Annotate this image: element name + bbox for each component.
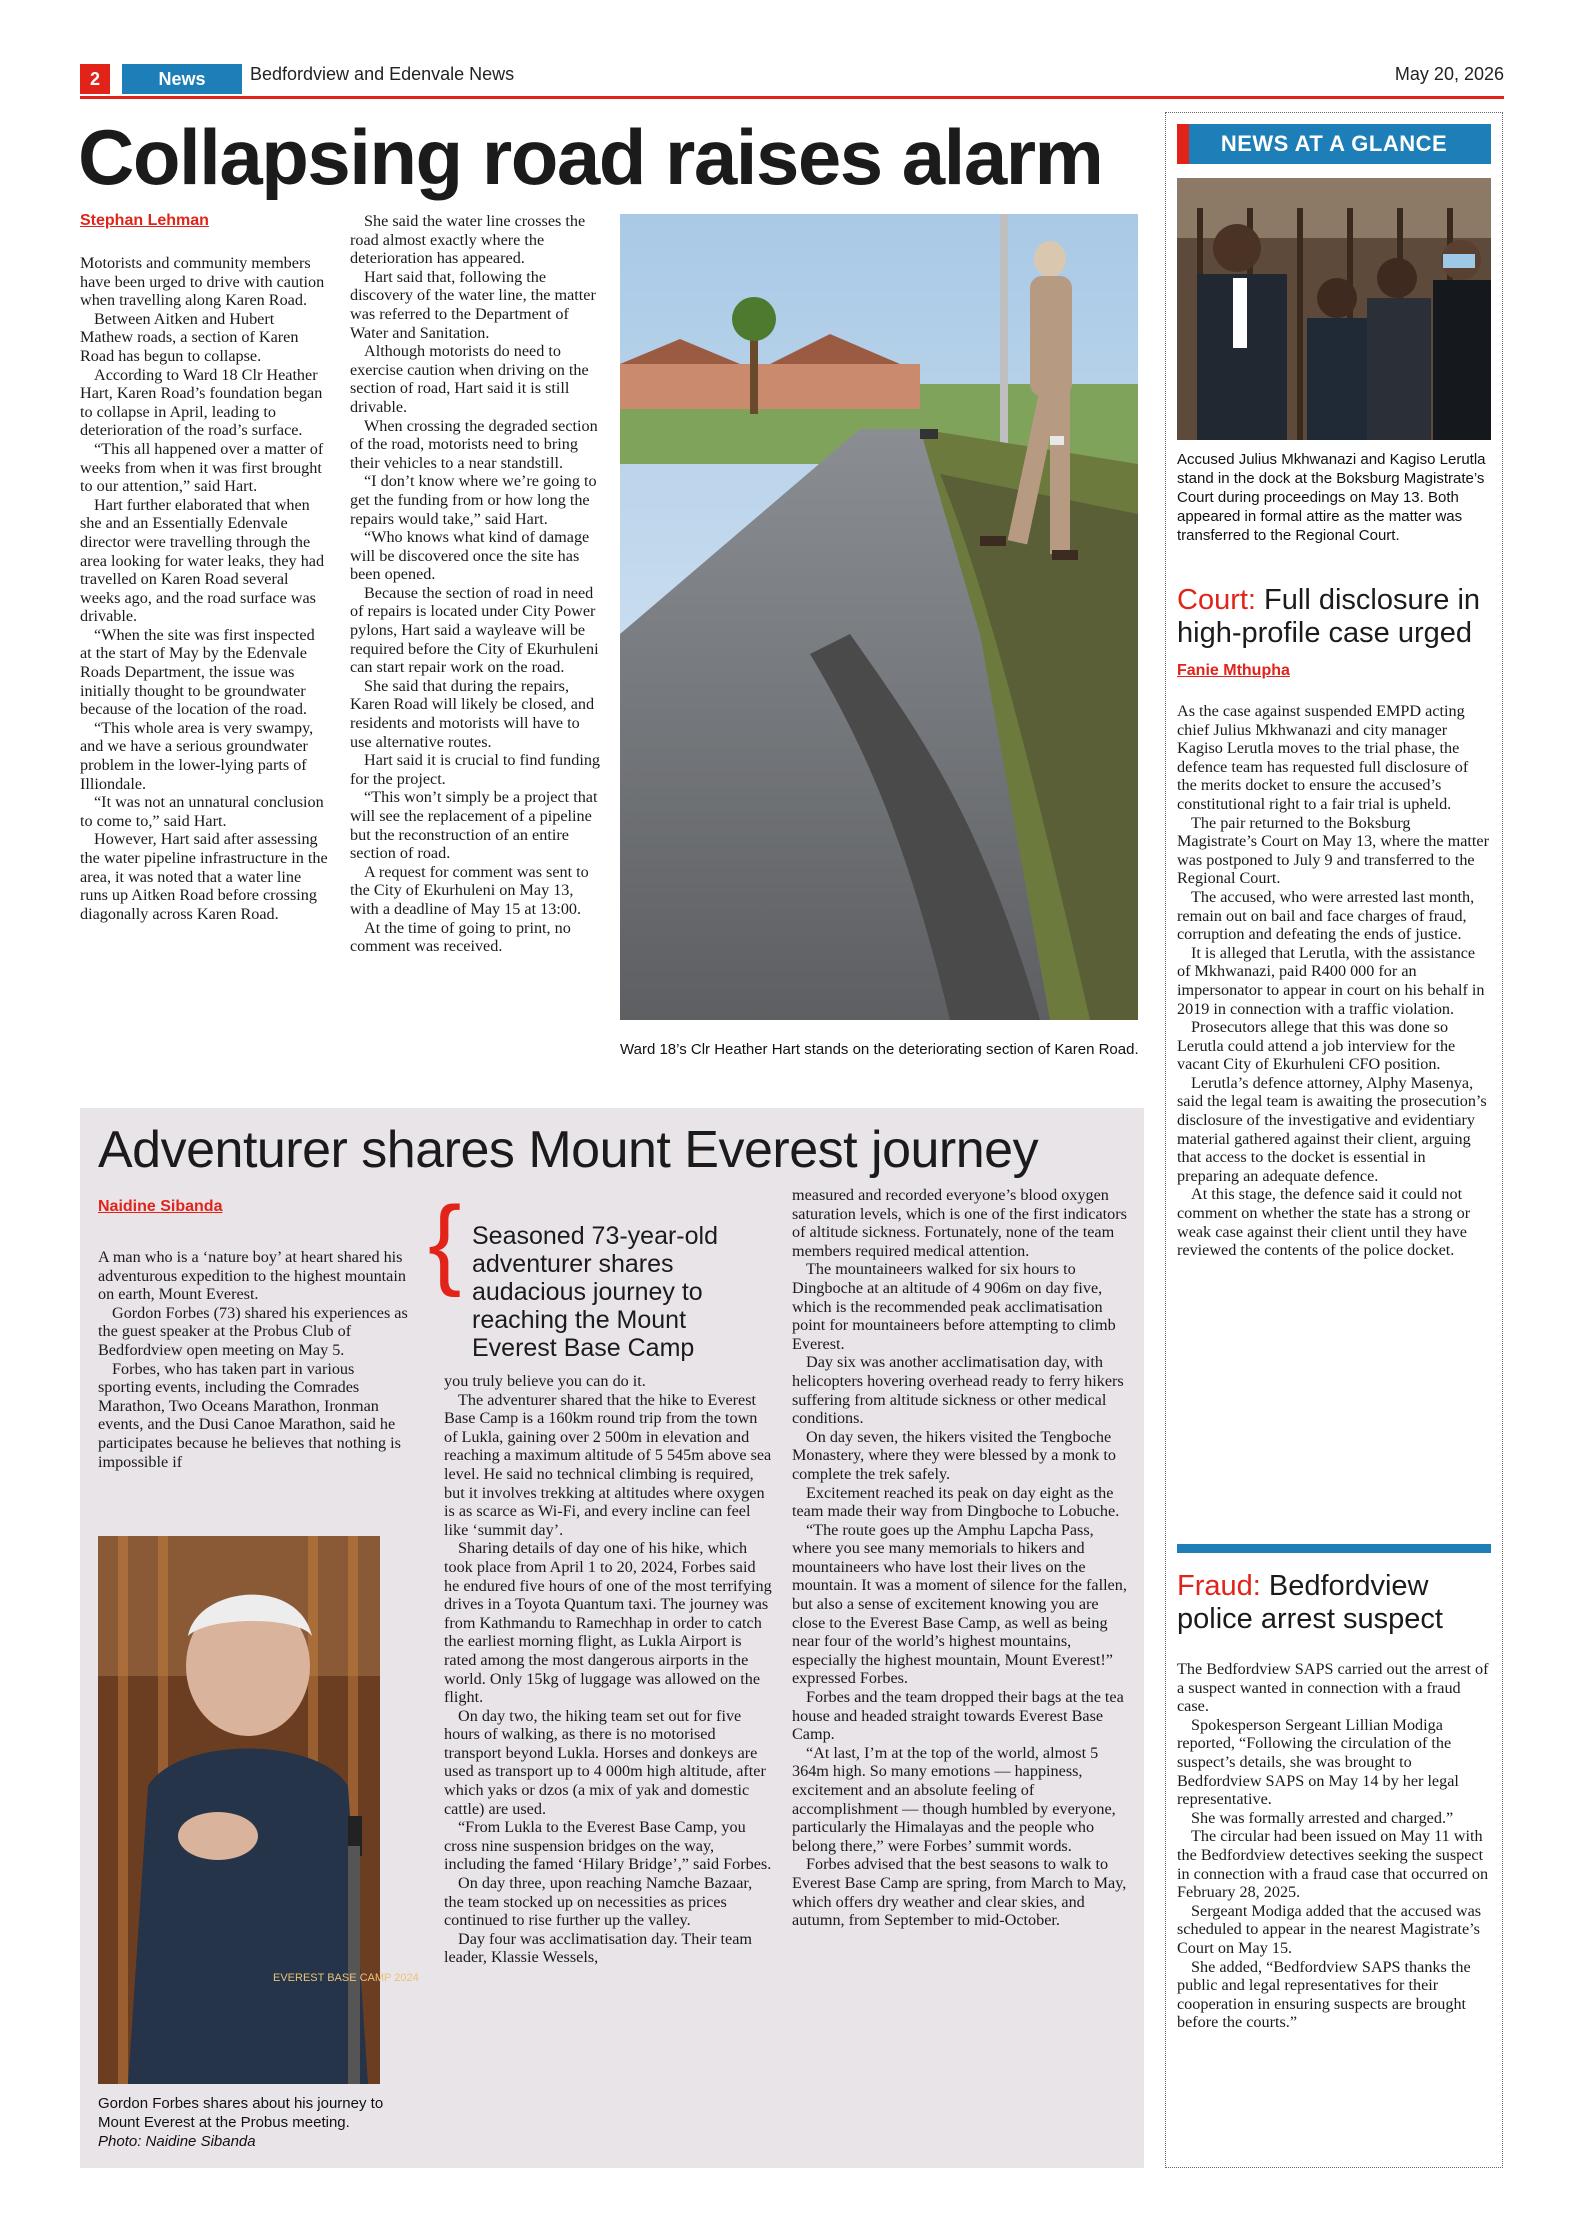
paragraph: The adventurer shared that the hike to Everest Base Camp is a 160km round trip from the town of Lukla, gaining over 2 500m in elevation and reaching a maximum altitude of 5 545m above sea level. He said no technical climbing is required, but it involves trekking at altitudes where oxygen is as scarce as Wi-Fi, and every incline can feel like ‘summit day’. <box>444 1390 772 1539</box>
main-story-column-1 <box>80 254 330 923</box>
feature-byline[interactable]: Naidine Sibanda <box>98 1198 223 1215</box>
paragraph: “From Lukla to the Everest Base Camp, you cross nine suspension bridges on the way, including the famed ‘Hilary Bridge’,” said Forbes. <box>444 1818 772 1874</box>
fraud-headline-text: Bedfordview police arrest suspect <box>1177 1570 1443 1635</box>
page-number: 2 <box>80 64 110 94</box>
pull-quote-brace: { <box>428 1186 462 1298</box>
paragraph: At this stage, the defence said it could not comment on whether the state has a strong or weak case against their client until they have reviewed the contents of the police docket. <box>1177 1185 1471 1260</box>
paragraph: “This all happened over a matter of weeks from when it was first brought to our attention,” said Hart. <box>80 439 324 496</box>
feature-column-3 <box>792 1186 1130 1930</box>
paragraph: She was formally arrested and charged.” <box>1191 1808 1454 1827</box>
section-label[interactable]: News <box>122 64 242 94</box>
paragraph: “Who knows what kind of damage will be discovered once the site has been opened. <box>350 528 590 584</box>
main-byline[interactable]: Stephan Lehman <box>80 212 209 229</box>
paragraph: Hart said that, following the discovery of the water line, the matter was referred to the Department of Water and Sanitation. <box>350 267 596 342</box>
paragraph: Forbes, who has taken part in various sporting events, including the Comrades Marathon, Two Oceans Marathon, Ironman events, and the Dusi Canoe Marathon, said he participates because he believes that nothing is impossible if <box>98 1359 401 1471</box>
paragraph: you truly believe you can do it. <box>444 1372 646 1390</box>
paragraph: “This won’t simply be a project that will see the replacement of a pipeline but the reconstruction of an entire section of road. <box>350 788 598 863</box>
paragraph: Although motorists do need to exercise caution when driving on the section of road, Hart said it is still drivable. <box>350 342 589 416</box>
speaker-caption-text: Gordon Forbes shares about his journey to Mount Everest at the Probus meeting. <box>98 2095 384 2131</box>
paragraph: The circular had been issued on May 11 with the Bedfordview detectives seeking the suspect in connection with a fraud case that occurred on February 28, 2025. <box>1177 1827 1489 1902</box>
court-photo-caption: Accused Julius Mkhwanazi and Kagiso Lerutla stand in the dock at the Boksburg Magistrate’s Court during proceedings on May 13. Both appeared in formal attire as the matter was transferred to the Regional Court. <box>1177 451 1486 544</box>
issue-date: May 20, 2026 <box>1394 64 1504 84</box>
fraud-kicker: Fraud: <box>1177 1570 1261 1602</box>
paragraph: Day four was acclimatisation day. Their team leader, Klassie Wessels, <box>444 1929 752 1967</box>
main-headline: Collapsing road raises alarm <box>78 113 1103 201</box>
paragraph: The Bedfordview SAPS carried out the arrest of a suspect wanted in connection with a fraud case. <box>1177 1660 1489 1716</box>
paragraph: She said the water line crosses the road almost exactly where the deterioration has appeared. <box>350 212 586 268</box>
paragraph: Hart said it is crucial to find funding for the project. <box>350 751 601 788</box>
paragraph: Sharing details of day one of his hike, which took place from April 1 to 20, 2024, Forbes said he endured five hours of one of the most terrifying drives in a Toyota Quantum taxi. The journey was from Kathmandu to Ramechhap in order to catch the earliest morning flight, as Lukla Airport is rated among the most dangerous airports in the world. Only 15kg of luggage was allowed on the flight. <box>444 1539 772 1707</box>
header-rule <box>80 96 1504 99</box>
feature-headline: Adventurer shares Mount Everest journey <box>98 1121 1039 1179</box>
paragraph: The mountaineers walked for six hours to Dingboche at an altitude of 4 906m on day five, which is the recommended peak acclimatisation point for mountaineers before attempting to climb Everest. <box>792 1260 1116 1353</box>
paragraph: A man who is a ‘nature boy’ at heart shared his adventurous expedition to the highest mountain on earth, Mount Everest. <box>98 1248 406 1304</box>
paragraph: “I don’t know where we’re going to get the funding from or how long the repairs would take,” said Hart. <box>350 472 597 528</box>
paragraph: Gordon Forbes (73) shared his experiences as the guest speaker at the Probus Club of Bedfordview open meeting on May 5. <box>98 1303 408 1359</box>
paragraph: When crossing the degraded section of the road, motorists need to bring their vehicles to a near standstill. <box>350 416 598 472</box>
title-accent <box>1177 124 1189 164</box>
court-kicker: Court: <box>1177 584 1256 616</box>
court-story-headline <box>1177 584 1493 650</box>
paragraph: On day two, the hiking team set out for five hours of walking, as there is no motorised transport beyond Lukla. Horses and donkeys are used as transport up to 4 000m high altitude, after which yaks or dzos (a mix of yak and domestic cattle) are used. <box>444 1706 766 1818</box>
paragraph: At the time of going to print, no comment was received. <box>350 918 571 956</box>
paragraph: A request for comment was sent to the City of Ekurhuleni on May 13, with a deadline of May 15 at 13:00. <box>350 862 589 918</box>
main-story-column-2 <box>350 212 600 956</box>
paragraph: Hart further elaborated that when she and an Essentially Edenvale director were travelling through the area looking for water leaks, they had travelled on Karen Road several weeks ago, and the road surface was drivable. <box>80 495 325 626</box>
road-photo-caption: Ward 18’s Clr Heather Hart stands on the deteriorating section of Karen Road. <box>620 1041 1139 1058</box>
paragraph: “It was not an unnatural conclusion to come to,” said Hart. <box>80 793 324 830</box>
paragraph: Motorists and community members have been urged to drive with caution when travelling along Karen Road. <box>80 254 325 310</box>
court-byline[interactable]: Fanie Mthupha <box>1177 662 1290 679</box>
speaker-photo-credit: Photo: Naidine Sibanda <box>98 2133 256 2150</box>
paragraph: Lerutla’s defence attorney, Alphy Masenya, said the legal team is awaiting the prosecution’s disclosure of the investigative and evidentiary material gathered against their client, arguing that access to the docket is essential in preparing an adequate defence. <box>1177 1073 1487 1185</box>
shirt-print: EVEREST BASE CAMP 2024 <box>273 1972 419 1984</box>
publication-name: Bedfordview and Edenvale News <box>250 64 515 84</box>
paragraph: Excitement reached its peak on day eight as the team made their way from Dingboche to Lobuche. <box>792 1483 1120 1521</box>
paragraph: She said that during the repairs, Karen Road will likely be closed, and residents and motorists will have to use alternative routes. <box>350 676 595 751</box>
paragraph: It is alleged that Lerutla, with the assistance of Mkhwanazi, paid R400 000 for an impersonator to appear in court on his behalf in 2019 in connection with a traffic violation. <box>1177 943 1485 1018</box>
paragraph: “At last, I’m at the top of the world, almost 5 364m high. So many emotions — happiness, excitement and an absolute feeling of accomplishment — though humbled by everyone, particularly the Himalayas and the people who belong there,” were Forbes’ summit words. <box>792 1743 1116 1855</box>
fraud-story-body <box>1177 1660 1491 2032</box>
paragraph: Prosecutors allege that this was done so Lerutla could attend a job interview for the vacant City of Ekurhuleni CFO position. <box>1177 1018 1456 1074</box>
speaker-photo <box>98 1536 419 2084</box>
paragraph: Because the section of road in need of repairs is located under City Power pylons, Hart said a wayleave will be required before the City of Ekurhuleni can start repair work on the road. <box>350 583 599 677</box>
court-headline-text: Full disclosure in high-profile case urged <box>1177 584 1481 649</box>
paragraph: As the case against suspended EMPD acting chief Julius Mkhwanazi and city manager Kagiso Lerutla moves to the trial phase, the defence team has requested full disclosure of the merits docket to ensure the accused’s constitutional right to a fair trial is upheld. <box>1177 702 1469 813</box>
paragraph: She added, “Bedfordview SAPS thanks the public and legal representatives for their cooperation in ensuring suspects are brought before the courts.” <box>1177 1957 1471 2032</box>
pull-quote: Seasoned 73-year-old adventurer shares audacious journey to reaching the Mount Everest Base Camp <box>472 1222 718 1362</box>
paragraph: Sergeant Modiga added that the accused was scheduled to appear in the nearest Magistrate’s Court on May 15. <box>1177 1901 1482 1957</box>
feature-column-2 <box>444 1372 774 1967</box>
paragraph: Forbes and the team dropped their bags at the tea house and headed straight towards Everest Base Camp. <box>792 1688 1124 1744</box>
paragraph: On day seven, the hikers visited the Tengboche Monastery, where they were blessed by a monk to complete the trek safely. <box>792 1427 1116 1483</box>
paragraph: Forbes advised that the best seasons to walk to Everest Base Camp are spring, from March to May, which offers dry weather and clear skies, and autumn, from September to mid-October. <box>792 1855 1127 1930</box>
paragraph: measured and recorded everyone’s blood oxygen saturation levels, which is one of the first indicators of altitude sickness. Fortunately, none of the team members required medical attention. <box>792 1186 1127 1260</box>
speaker-photo-illustration <box>98 1536 419 2084</box>
sidebar-divider <box>1177 1544 1491 1553</box>
paragraph: “This whole area is very swampy, and we have a serious groundwater problem in the lower-lying parts of Illiondale. <box>80 718 314 793</box>
paragraph: “The route goes up the Amphu Lapcha Pass, where you see many memorials to hikers and mountaineers who have lost their lives on the mountain. It was a moment of silence for the fallen, but also a sense of excitement knowing you are close to the Everest Base Camp, as well as being near four of the world’s highest mountains, especially the highest mountain, Mount Everest!” expressed Forbes. <box>792 1520 1127 1688</box>
speaker-photo-caption <box>98 2094 410 2151</box>
court-photo <box>1177 178 1491 440</box>
paragraph: On day three, upon reaching Namche Bazaar, the team stocked up on necessities as prices continued to rise further up the valley. <box>444 1874 753 1930</box>
court-photo-illustration <box>1177 178 1491 440</box>
paragraph: According to Ward 18 Clr Heather Hart, Karen Road’s foundation began to collapse in April, leading to deterioration of the road’s surface. <box>80 365 323 440</box>
paragraph: Day six was another acclimatisation day, with helicopters hovering overhead ready to ferry hikers suffering from altitude sickness or other medical conditions. <box>792 1353 1124 1428</box>
feature-column-1 <box>98 1248 410 1471</box>
paragraph: The accused, who were arrested last month, remain out on bail and face charges of fraud, corruption and defeating the ends of justice. <box>1177 887 1475 944</box>
paragraph: Spokesperson Sergeant Lillian Modiga reported, “Following the circulation of the suspect’s details, she was brought to Bedfordview SAPS on May 14 by her legal representative. <box>1177 1715 1459 1809</box>
fraud-story-headline <box>1177 1570 1493 1636</box>
paragraph: However, Hart said after assessing the water pipeline infrastructure in the area, it was noted that a water line runs up Aitken Road before crossing diagonally across Karen Road. <box>80 830 328 923</box>
news-at-a-glance-title: NEWS AT A GLANCE <box>1177 124 1491 164</box>
road-photo-illustration <box>620 214 1138 1020</box>
court-story-body <box>1177 702 1491 1260</box>
paragraph: “When the site was first inspected at the start of May by the Edenvale Roads Department, the issue was initially thought to be groundwater because of the location of the road. <box>80 625 315 719</box>
road-photo <box>620 214 1138 1020</box>
paragraph: The pair returned to the Boksburg Magistrate’s Court on May 13, where the matter was postponed to July 9 and transferred to the Regional Court. <box>1177 813 1489 888</box>
paragraph: Between Aitken and Hubert Mathew roads, a section of Karen Road has begun to collapse. <box>80 309 299 365</box>
